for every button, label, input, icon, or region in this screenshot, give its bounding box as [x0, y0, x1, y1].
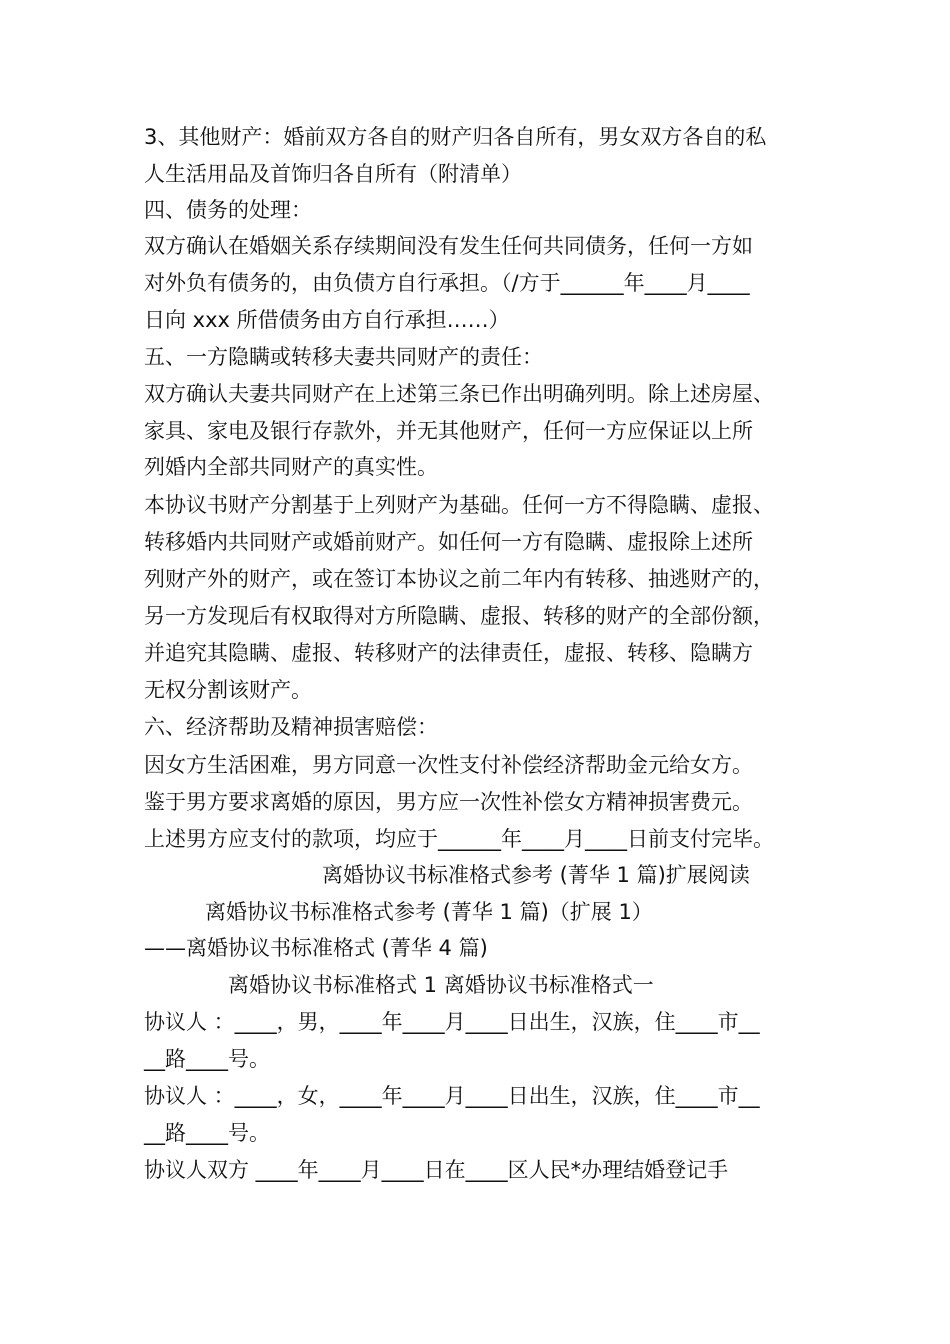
text-line: 双方确认夫妻共同财产在上述第三条已作出明确列明。除上述房屋、 — [144, 382, 774, 406]
text-line: 无权分割该财产。 — [144, 678, 312, 702]
section-heading: 四、债务的处理： — [144, 198, 312, 222]
extension-heading: 离婚协议书标准格式参考 (菁华 1 篇)（扩展 1） — [205, 900, 653, 924]
text-line: 鉴于男方要求离婚的原因，男方应一次性补偿女方精神损害费元。 — [144, 790, 753, 814]
text-line: 列财产外的财产，或在签订本协议之前二年内有转移、抽逃财产的， — [144, 567, 774, 591]
text-line: 列婚内全部共同财产的真实性。 — [144, 455, 438, 479]
section-heading: 五、一方隐瞒或转移夫妻共同财产的责任： — [144, 345, 543, 369]
subtitle-line: ——离婚协议书标准格式 (菁华 4 篇) — [144, 936, 488, 960]
text-line: 转移婚内共同财产或婚前财产。如任何一方有隐瞒、虚报除上述所 — [144, 530, 753, 554]
section-heading: 六、经济帮助及精神损害赔偿： — [144, 715, 438, 739]
format-title: 离婚协议书标准格式 1 离婚协议书标准格式一 — [228, 973, 654, 997]
text-line: 协议人双方 ____年____月____日在____区人民*办理结婚登记手 — [144, 1158, 729, 1182]
text-line: 并追究其隐瞒、虚报、转移财产的法律责任，虚报、转移、隐瞒方 — [144, 641, 753, 665]
text-line: __路____号。 — [144, 1121, 270, 1145]
text-line: 因女方生活困难，男方同意一次性支付补偿经济帮助金元给女方。 — [144, 753, 753, 777]
text-line: 协议人 ：____，女，____年____月____日出生，汉族，住____市__ — [144, 1084, 760, 1108]
text-line: 协议人 ：____，男，____年____月____日出生，汉族，住____市__ — [144, 1010, 760, 1034]
text-line: __路____号。 — [144, 1047, 270, 1071]
extended-reading-heading: 离婚协议书标准格式参考 (菁华 1 篇)扩展阅读 — [322, 863, 750, 887]
text-line: 3、其他财产：婚前双方各自的财产归各自所有，男女双方各自的私 — [144, 125, 767, 149]
text-line: 对外负有债务的，由负债方自行承担。（/方于______年____月____ — [144, 271, 750, 295]
text-line: 上述男方应支付的款项，均应于______年____月____日前支付完毕。 — [144, 827, 774, 851]
text-line: 本协议书财产分割基于上列财产为基础。任何一方不得隐瞒、虚报、 — [144, 493, 774, 517]
text-line: 人生活用品及首饰归各自所有（附清单） — [144, 162, 522, 186]
text-line: 日向 xxx 所借债务由方自行承担……） — [144, 308, 510, 332]
text-line: 另一方发现后有权取得对方所隐瞒、虚报、转移的财产的全部份额， — [144, 604, 774, 628]
text-line: 家具、家电及银行存款外，并无其他财产，任何一方应保证以上所 — [144, 419, 753, 443]
text-line: 双方确认在婚姻关系存续期间没有发生任何共同债务，任何一方如 — [144, 234, 753, 258]
